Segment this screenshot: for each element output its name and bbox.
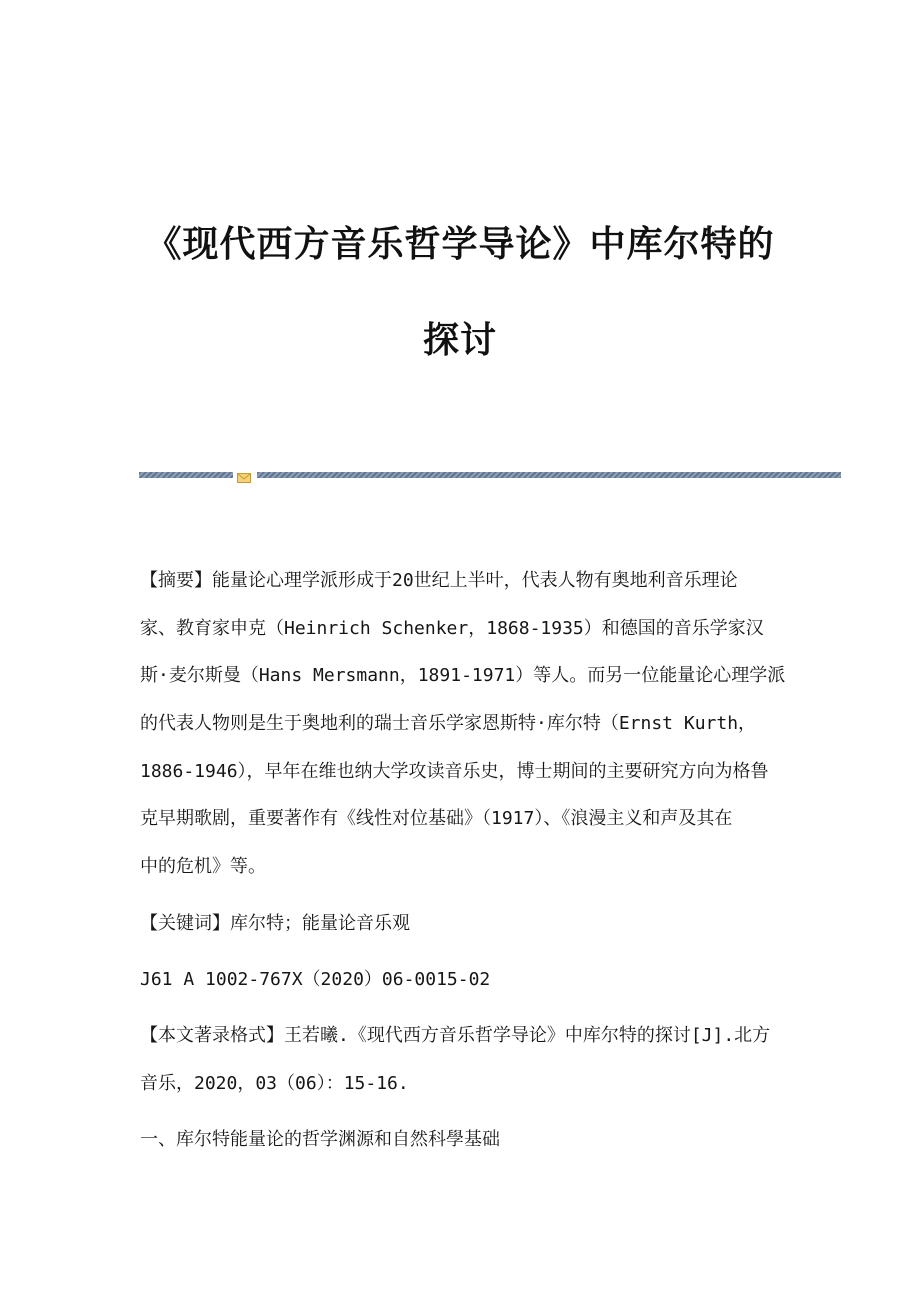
abstract-line-4: 的代表人物则是生于奥地利的瑞士音乐学家恩斯特·库尔特（Ernst Kurth， <box>140 713 757 734</box>
document-title-line-2: 探讨 <box>422 319 497 361</box>
divider-bar-right <box>257 472 841 478</box>
abstract-line-1: 【摘要】能量论心理学派形成于20世纪上半叶，代表人物有奥地利音乐理论 <box>140 570 738 591</box>
citation-line-1: 【本文著录格式】王若曦.《现代西方音乐哲学导论》中库尔特的探讨[J].北方 <box>140 1025 771 1046</box>
abstract-line-2: 家、教育家申克（Heinrich Schenker，1868-1935）和德国的音乐学家汉 <box>140 618 764 639</box>
document-title-line-1: 《现代西方音乐哲学导论》中库尔特的 <box>145 223 775 265</box>
envelope-icon <box>237 470 251 480</box>
keywords-line: 【关键词】库尔特；能量论音乐观 <box>140 913 410 934</box>
abstract-line-3: 斯·麦尔斯曼（Hans Mersmann，1891-1971）等人。而另一位能量论心理学派 <box>140 665 786 686</box>
title-divider <box>139 470 841 480</box>
section-heading: 一、库尔特能量论的哲学渊源和自然科學基础 <box>140 1129 500 1150</box>
citation-line-2: 音乐，2020，03（06）：15-16. <box>140 1073 409 1094</box>
abstract-line-5: 1886-1946），早年在维也纳大学攻读音乐史，博士期间的主要研究方向为格鲁 <box>140 761 769 782</box>
divider-bar-left <box>139 472 233 478</box>
abstract-line-6: 克早期歌剧，重要著作有《线性对位基础》（1917）、《浪漫主义和声及其在 <box>140 808 733 829</box>
classification-line: J61 A 1002-767X（2020）06-0015-02 <box>140 969 491 990</box>
abstract-line-7: 中的危机》等。 <box>140 856 266 877</box>
